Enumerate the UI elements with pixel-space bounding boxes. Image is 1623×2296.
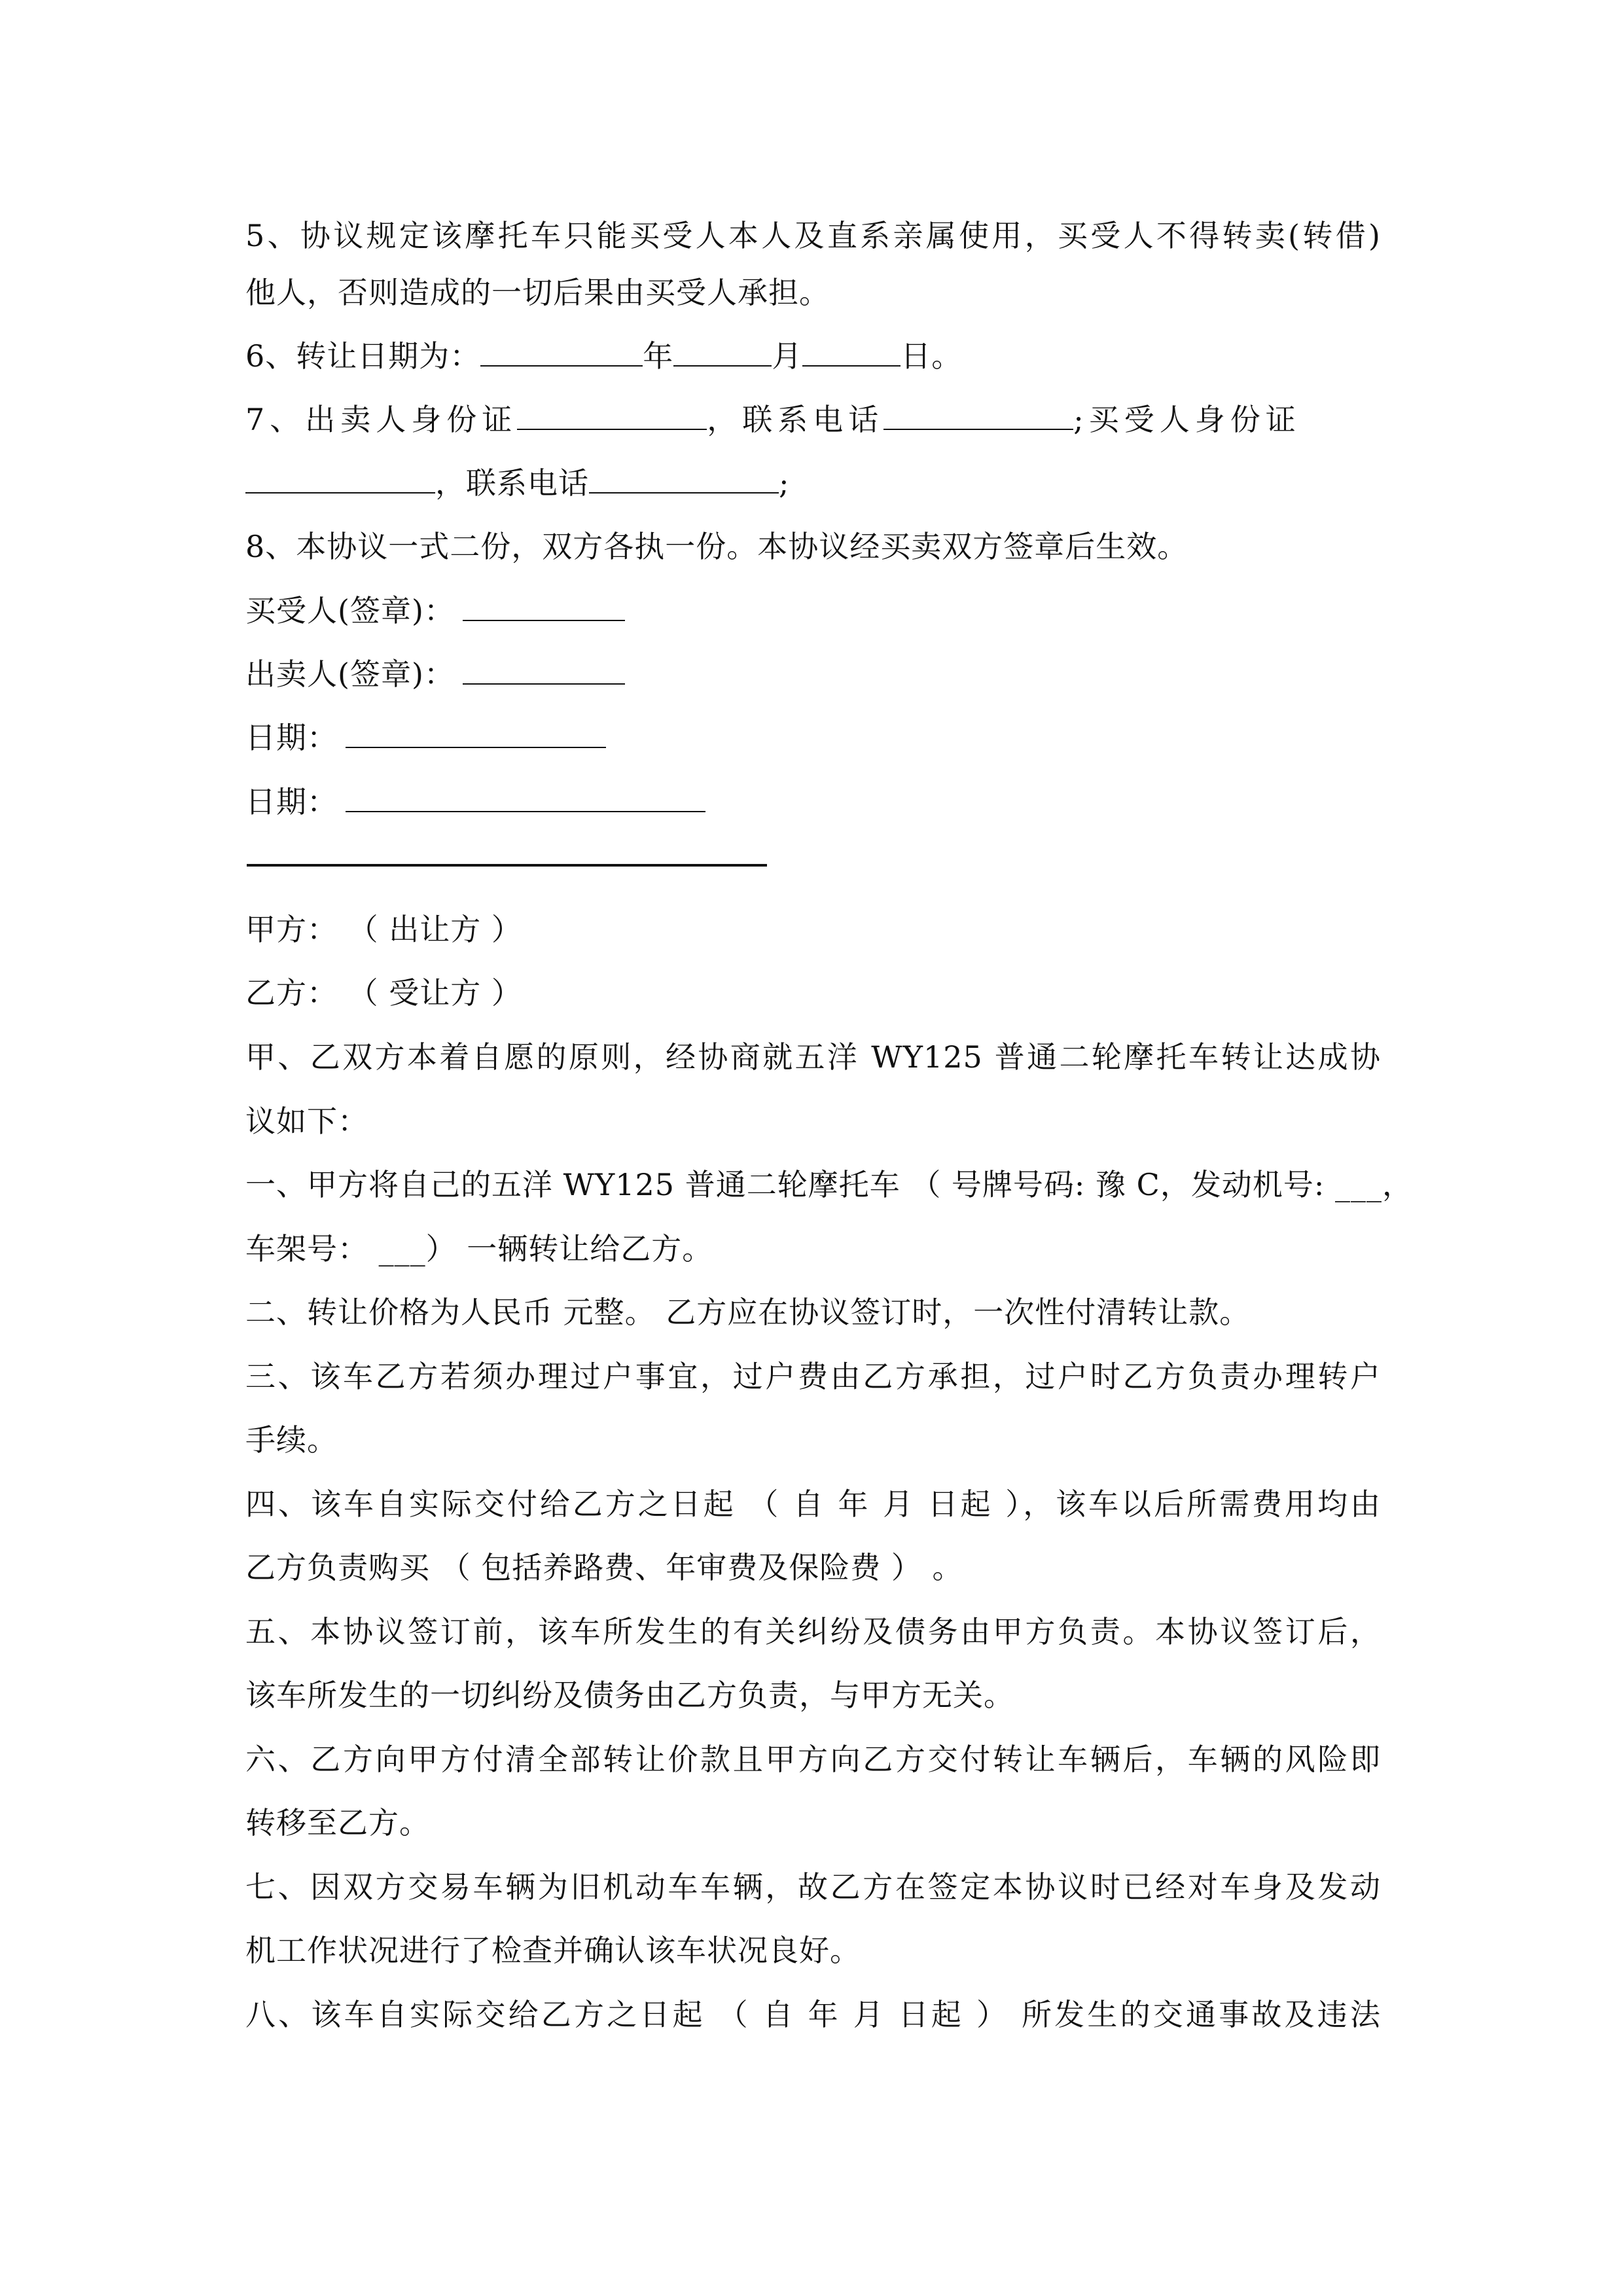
clause-7-line-2 xyxy=(245,459,790,505)
seller-id-label: 7、出卖人身份证 xyxy=(245,402,518,437)
section-separator xyxy=(247,864,767,867)
article-8-line-1: 八、该车自实际交给乙方之日起 （ 自 年 月 日起 ） 所发生的交通事故及违法 xyxy=(245,1997,1381,2032)
article-2: 二、转让价格为人民币 元整。 乙方应在协议签订时，一次性付清转让款。 xyxy=(245,1295,1251,1330)
clause-7-end: ; xyxy=(779,465,790,501)
article-5-line-1: 五、本协议签订前，该车所发生的有关纠纷及债务由甲方负责。本协议签订后， xyxy=(245,1614,1381,1649)
transfer-day-blank[interactable] xyxy=(802,332,901,367)
clause-7-line-1 xyxy=(245,396,1301,442)
date-label-1: 日期： xyxy=(245,720,338,755)
buyer-id-label: ;买受人身份证 xyxy=(1073,402,1301,437)
seller-signature-row xyxy=(245,651,625,696)
intro-line-1: 甲、乙双方本着自愿的原则，经协商就五洋 WY125 普通二轮摩托车转让达成协 xyxy=(245,1039,1381,1075)
buyer-id-blank[interactable] xyxy=(245,459,435,493)
date-row-1 xyxy=(245,714,606,760)
article-1-line-1: 一、甲方将自己的五洋 WY125 普通二轮摩托车 （ 号牌号码: 豫 C，发动机号: ___， xyxy=(245,1167,1413,1202)
clause-5-line-2: 他人，否则造成的一切后果由买受人承担。 xyxy=(245,275,830,310)
buyer-signature-row xyxy=(245,587,625,633)
month-label: 月 xyxy=(772,338,803,374)
clause-6-transfer-date xyxy=(245,332,962,378)
article-4-line-1: 四、该车自实际交付给乙方之日起 （ 自 年 月 日起 ），该车以后所需费用均由 xyxy=(245,1486,1381,1522)
article-3-line-1: 三、该车乙方若须办理过户事宜，过户费由乙方承担，过户时乙方负责办理转户 xyxy=(245,1359,1381,1394)
article-7-line-2: 机工作状况进行了检查并确认该车状况良好。 xyxy=(245,1933,861,1968)
buyer-phone-blank[interactable] xyxy=(589,459,779,493)
seller-phone-blank[interactable] xyxy=(883,396,1073,430)
party-b: 乙方： （ 受让方 ） xyxy=(245,975,522,1011)
article-1-line-2: 车架号： ___） 一辆转让给乙方。 xyxy=(245,1231,713,1266)
transfer-year-blank[interactable] xyxy=(480,332,643,367)
day-label: 日。 xyxy=(901,338,963,374)
buyer-signature-blank[interactable] xyxy=(463,587,625,621)
clause-6-label: 6、转让日期为： xyxy=(245,338,481,374)
article-3-line-2: 手续。 xyxy=(245,1422,338,1458)
article-6-line-2: 转移至乙方。 xyxy=(245,1805,430,1840)
article-5-line-2: 该车所发生的一切纠纷及债务由乙方负责，与甲方无关。 xyxy=(245,1677,1014,1713)
date-label-2: 日期： xyxy=(245,784,338,819)
clause-8: 8、本协议一式二份，双方各执一份。本协议经买卖双方签章后生效。 xyxy=(245,529,1188,564)
clause-5-line-1: 5、协议规定该摩托车只能买受人本人及直系亲属使用，买受人不得转卖(转借) xyxy=(245,218,1381,253)
seller-id-blank[interactable] xyxy=(517,396,707,430)
transfer-month-blank[interactable] xyxy=(673,332,772,367)
year-label: 年 xyxy=(643,338,674,374)
seller-phone-label: ，联系电话 xyxy=(707,402,884,437)
party-a: 甲方： （ 出让方 ） xyxy=(245,912,522,947)
buyer-phone-label: ，联系电话 xyxy=(435,465,589,501)
intro-line-2: 议如下： xyxy=(245,1103,368,1139)
seller-signature-label: 出卖人(签章)： xyxy=(245,656,455,692)
article-4-line-2: 乙方负责购买 （ 包括养路费、年审费及保险费 ） 。 xyxy=(245,1550,963,1585)
article-7-line-1: 七、因双方交易车辆为旧机动车车辆，故乙方在签定本协议时已经对车身及发动 xyxy=(245,1869,1381,1905)
date-row-2 xyxy=(245,778,705,824)
date-blank-2[interactable] xyxy=(346,778,705,812)
buyer-signature-label: 买受人(签章)： xyxy=(245,593,455,628)
date-blank-1[interactable] xyxy=(346,714,606,748)
seller-signature-blank[interactable] xyxy=(463,651,625,685)
article-6-line-1: 六、乙方向甲方付清全部转让价款且甲方向乙方交付转让车辆后，车辆的风险即 xyxy=(245,1742,1381,1777)
